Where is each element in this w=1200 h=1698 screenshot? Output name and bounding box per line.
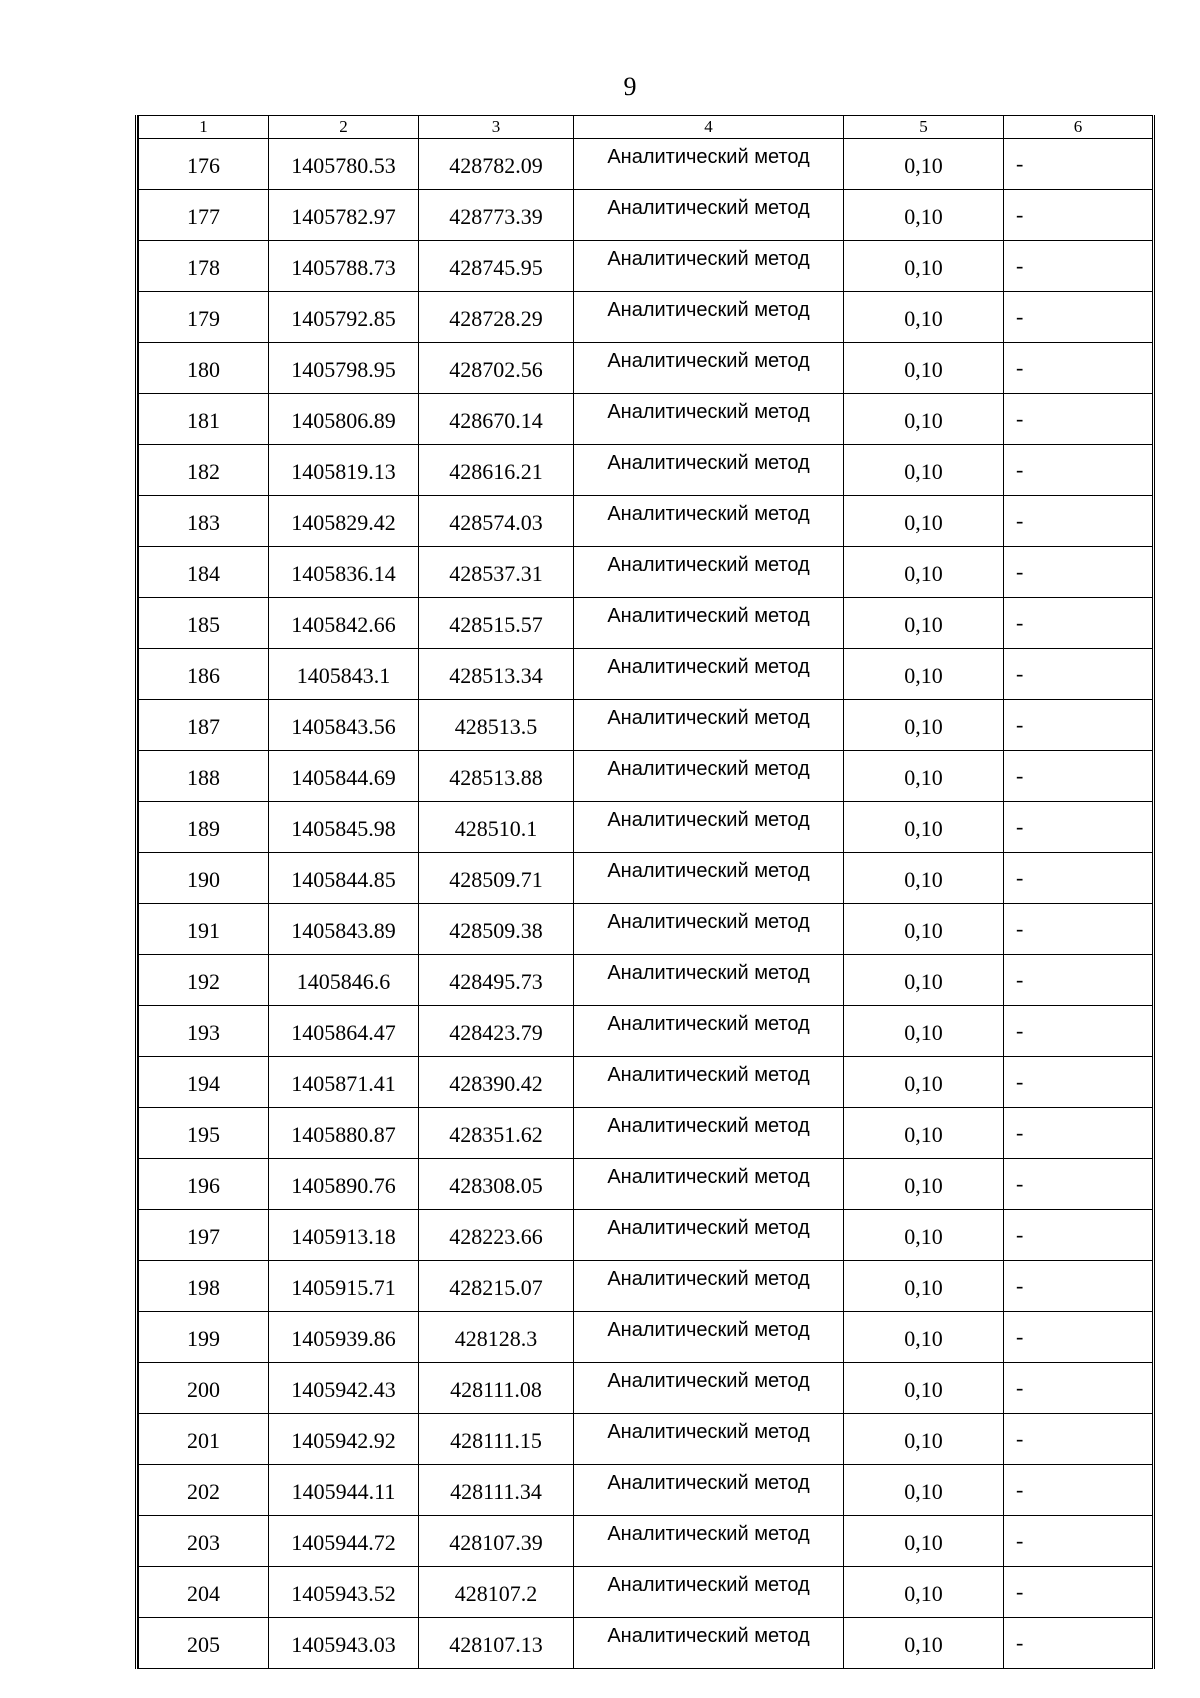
table-row <box>139 802 1153 853</box>
cell-y-coordinate: 428390.42 <box>419 1057 574 1108</box>
cell-point-number: 192 <box>139 955 269 1006</box>
table-row <box>139 1159 1153 1210</box>
table-row <box>139 292 1153 343</box>
cell-note: - <box>1004 700 1153 751</box>
cell-accuracy: 0,10 <box>844 649 1004 700</box>
cell-accuracy: 0,10 <box>844 445 1004 496</box>
table-row <box>139 1108 1153 1159</box>
cell-method: Аналитический метод <box>574 1261 844 1312</box>
cell-y-coordinate: 428574.03 <box>419 496 574 547</box>
cell-note: - <box>1004 649 1153 700</box>
table-row <box>139 1414 1153 1465</box>
cell-point-number: 203 <box>139 1516 269 1567</box>
cell-x-coordinate: 1405871.41 <box>269 1057 419 1108</box>
cell-x-coordinate: 1405944.11 <box>269 1465 419 1516</box>
cell-point-number: 190 <box>139 853 269 904</box>
cell-note: - <box>1004 1006 1153 1057</box>
cell-method: Аналитический метод <box>574 1159 844 1210</box>
table-row <box>139 1363 1153 1414</box>
cell-y-coordinate: 428745.95 <box>419 241 574 292</box>
cell-y-coordinate: 428107.13 <box>419 1618 574 1669</box>
cell-y-coordinate: 428537.31 <box>419 547 574 598</box>
cell-method: Аналитический метод <box>574 700 844 751</box>
cell-x-coordinate: 1405915.71 <box>269 1261 419 1312</box>
cell-x-coordinate: 1405843.89 <box>269 904 419 955</box>
cell-point-number: 201 <box>139 1414 269 1465</box>
cell-x-coordinate: 1405843.56 <box>269 700 419 751</box>
header-row <box>139 116 1153 139</box>
cell-method: Аналитический метод <box>574 1516 844 1567</box>
cell-x-coordinate: 1405944.72 <box>269 1516 419 1567</box>
cell-method: Аналитический метод <box>574 1006 844 1057</box>
cell-point-number: 185 <box>139 598 269 649</box>
cell-accuracy: 0,10 <box>844 547 1004 598</box>
cell-note: - <box>1004 1057 1153 1108</box>
cell-y-coordinate: 428513.34 <box>419 649 574 700</box>
cell-point-number: 193 <box>139 1006 269 1057</box>
cell-accuracy: 0,10 <box>844 1006 1004 1057</box>
table-row <box>139 1618 1153 1669</box>
cell-y-coordinate: 428782.09 <box>419 139 574 190</box>
cell-accuracy: 0,10 <box>844 700 1004 751</box>
table-row <box>139 496 1153 547</box>
cell-note: - <box>1004 343 1153 394</box>
cell-accuracy: 0,10 <box>844 1363 1004 1414</box>
cell-accuracy: 0,10 <box>844 802 1004 853</box>
cell-x-coordinate: 1405913.18 <box>269 1210 419 1261</box>
cell-y-coordinate: 428111.34 <box>419 1465 574 1516</box>
cell-method: Аналитический метод <box>574 802 844 853</box>
cell-method: Аналитический метод <box>574 547 844 598</box>
cell-method: Аналитический метод <box>574 1312 844 1363</box>
cell-method: Аналитический метод <box>574 190 844 241</box>
cell-x-coordinate: 1405942.92 <box>269 1414 419 1465</box>
cell-accuracy: 0,10 <box>844 1057 1004 1108</box>
cell-method: Аналитический метод <box>574 1567 844 1618</box>
cell-note: - <box>1004 1261 1153 1312</box>
cell-x-coordinate: 1405890.76 <box>269 1159 419 1210</box>
cell-y-coordinate: 428111.15 <box>419 1414 574 1465</box>
cell-point-number: 178 <box>139 241 269 292</box>
cell-x-coordinate: 1405846.6 <box>269 955 419 1006</box>
cell-x-coordinate: 1405842.66 <box>269 598 419 649</box>
cell-note: - <box>1004 547 1153 598</box>
cell-accuracy: 0,10 <box>844 1261 1004 1312</box>
cell-y-coordinate: 428223.66 <box>419 1210 574 1261</box>
cell-note: - <box>1004 955 1153 1006</box>
cell-note: - <box>1004 1108 1153 1159</box>
header-cell-1: 1 <box>139 116 269 139</box>
cell-note: - <box>1004 190 1153 241</box>
cell-x-coordinate: 1405829.42 <box>269 496 419 547</box>
table-row <box>139 649 1153 700</box>
cell-note: - <box>1004 751 1153 802</box>
cell-x-coordinate: 1405942.43 <box>269 1363 419 1414</box>
cell-method: Аналитический метод <box>574 1363 844 1414</box>
cell-point-number: 184 <box>139 547 269 598</box>
cell-note: - <box>1004 1567 1153 1618</box>
cell-method: Аналитический метод <box>574 955 844 1006</box>
table-row <box>139 1006 1153 1057</box>
cell-accuracy: 0,10 <box>844 394 1004 445</box>
cell-method: Аналитический метод <box>574 343 844 394</box>
cell-method: Аналитический метод <box>574 445 844 496</box>
cell-note: - <box>1004 598 1153 649</box>
cell-method: Аналитический метод <box>574 1210 844 1261</box>
cell-method: Аналитический метод <box>574 853 844 904</box>
cell-note: - <box>1004 292 1153 343</box>
cell-note: - <box>1004 1516 1153 1567</box>
header-cell-3: 3 <box>419 116 574 139</box>
cell-x-coordinate: 1405844.85 <box>269 853 419 904</box>
cell-accuracy: 0,10 <box>844 1618 1004 1669</box>
table-body <box>139 139 1153 1669</box>
cell-note: - <box>1004 904 1153 955</box>
cell-point-number: 196 <box>139 1159 269 1210</box>
cell-y-coordinate: 428495.73 <box>419 955 574 1006</box>
table-row <box>139 853 1153 904</box>
cell-x-coordinate: 1405880.87 <box>269 1108 419 1159</box>
cell-accuracy: 0,10 <box>844 955 1004 1006</box>
cell-method: Аналитический метод <box>574 394 844 445</box>
cell-x-coordinate: 1405782.97 <box>269 190 419 241</box>
cell-x-coordinate: 1405939.86 <box>269 1312 419 1363</box>
coordinates-table <box>138 115 1153 1669</box>
cell-y-coordinate: 428515.57 <box>419 598 574 649</box>
cell-accuracy: 0,10 <box>844 190 1004 241</box>
cell-method: Аналитический метод <box>574 751 844 802</box>
cell-y-coordinate: 428670.14 <box>419 394 574 445</box>
cell-accuracy: 0,10 <box>844 751 1004 802</box>
cell-method: Аналитический метод <box>574 496 844 547</box>
cell-note: - <box>1004 1363 1153 1414</box>
cell-point-number: 197 <box>139 1210 269 1261</box>
cell-x-coordinate: 1405780.53 <box>269 139 419 190</box>
cell-accuracy: 0,10 <box>844 1465 1004 1516</box>
cell-x-coordinate: 1405788.73 <box>269 241 419 292</box>
cell-accuracy: 0,10 <box>844 241 1004 292</box>
header-cell-5: 5 <box>844 116 1004 139</box>
cell-accuracy: 0,10 <box>844 853 1004 904</box>
cell-method: Аналитический метод <box>574 1414 844 1465</box>
cell-y-coordinate: 428107.2 <box>419 1567 574 1618</box>
header-cell-6: 6 <box>1004 116 1153 139</box>
cell-method: Аналитический метод <box>574 598 844 649</box>
cell-method: Аналитический метод <box>574 241 844 292</box>
cell-y-coordinate: 428509.38 <box>419 904 574 955</box>
cell-point-number: 181 <box>139 394 269 445</box>
cell-method: Аналитический метод <box>574 904 844 955</box>
cell-point-number: 205 <box>139 1618 269 1669</box>
cell-note: - <box>1004 496 1153 547</box>
cell-accuracy: 0,10 <box>844 496 1004 547</box>
cell-y-coordinate: 428111.08 <box>419 1363 574 1414</box>
cell-note: - <box>1004 394 1153 445</box>
cell-note: - <box>1004 1618 1153 1669</box>
cell-x-coordinate: 1405943.03 <box>269 1618 419 1669</box>
cell-accuracy: 0,10 <box>844 598 1004 649</box>
cell-accuracy: 0,10 <box>844 1210 1004 1261</box>
cell-x-coordinate: 1405792.85 <box>269 292 419 343</box>
cell-x-coordinate: 1405806.89 <box>269 394 419 445</box>
cell-point-number: 176 <box>139 139 269 190</box>
cell-note: - <box>1004 1465 1153 1516</box>
table-row <box>139 904 1153 955</box>
cell-note: - <box>1004 241 1153 292</box>
cell-note: - <box>1004 1210 1153 1261</box>
cell-y-coordinate: 428107.39 <box>419 1516 574 1567</box>
cell-y-coordinate: 428308.05 <box>419 1159 574 1210</box>
cell-point-number: 177 <box>139 190 269 241</box>
cell-y-coordinate: 428351.62 <box>419 1108 574 1159</box>
cell-point-number: 180 <box>139 343 269 394</box>
cell-point-number: 200 <box>139 1363 269 1414</box>
cell-accuracy: 0,10 <box>844 343 1004 394</box>
cell-accuracy: 0,10 <box>844 1414 1004 1465</box>
cell-accuracy: 0,10 <box>844 139 1004 190</box>
table-row <box>139 547 1153 598</box>
cell-point-number: 194 <box>139 1057 269 1108</box>
table-row <box>139 139 1153 190</box>
table-row <box>139 1057 1153 1108</box>
cell-accuracy: 0,10 <box>844 1159 1004 1210</box>
table-row <box>139 1210 1153 1261</box>
cell-accuracy: 0,10 <box>844 1108 1004 1159</box>
cell-y-coordinate: 428513.5 <box>419 700 574 751</box>
cell-method: Аналитический метод <box>574 1057 844 1108</box>
cell-x-coordinate: 1405798.95 <box>269 343 419 394</box>
header-cell-2: 2 <box>269 116 419 139</box>
cell-accuracy: 0,10 <box>844 904 1004 955</box>
table-row <box>139 700 1153 751</box>
cell-x-coordinate: 1405844.69 <box>269 751 419 802</box>
cell-point-number: 198 <box>139 1261 269 1312</box>
cell-y-coordinate: 428510.1 <box>419 802 574 853</box>
table-row <box>139 394 1153 445</box>
cell-point-number: 191 <box>139 904 269 955</box>
cell-accuracy: 0,10 <box>844 292 1004 343</box>
cell-note: - <box>1004 1159 1153 1210</box>
cell-y-coordinate: 428509.71 <box>419 853 574 904</box>
cell-note: - <box>1004 139 1153 190</box>
cell-note: - <box>1004 853 1153 904</box>
cell-method: Аналитический метод <box>574 139 844 190</box>
cell-point-number: 187 <box>139 700 269 751</box>
cell-x-coordinate: 1405845.98 <box>269 802 419 853</box>
cell-method: Аналитический метод <box>574 649 844 700</box>
table-row <box>139 955 1153 1006</box>
table-row <box>139 190 1153 241</box>
cell-note: - <box>1004 1312 1153 1363</box>
cell-point-number: 202 <box>139 1465 269 1516</box>
cell-point-number: 188 <box>139 751 269 802</box>
cell-method: Аналитический метод <box>574 1618 844 1669</box>
cell-y-coordinate: 428215.07 <box>419 1261 574 1312</box>
cell-point-number: 183 <box>139 496 269 547</box>
cell-note: - <box>1004 802 1153 853</box>
table-row <box>139 1261 1153 1312</box>
table-row <box>139 1465 1153 1516</box>
table-row <box>139 343 1153 394</box>
cell-x-coordinate: 1405864.47 <box>269 1006 419 1057</box>
cell-point-number: 186 <box>139 649 269 700</box>
cell-x-coordinate: 1405819.13 <box>269 445 419 496</box>
cell-method: Аналитический метод <box>574 1108 844 1159</box>
cell-note: - <box>1004 445 1153 496</box>
cell-y-coordinate: 428728.29 <box>419 292 574 343</box>
cell-point-number: 179 <box>139 292 269 343</box>
table-row <box>139 241 1153 292</box>
cell-accuracy: 0,10 <box>844 1516 1004 1567</box>
table-row <box>139 1312 1153 1363</box>
cell-point-number: 204 <box>139 1567 269 1618</box>
header-cell-4: 4 <box>574 116 844 139</box>
cell-y-coordinate: 428773.39 <box>419 190 574 241</box>
cell-note: - <box>1004 1414 1153 1465</box>
cell-point-number: 195 <box>139 1108 269 1159</box>
table-row <box>139 445 1153 496</box>
cell-x-coordinate: 1405836.14 <box>269 547 419 598</box>
cell-y-coordinate: 428513.88 <box>419 751 574 802</box>
cell-point-number: 199 <box>139 1312 269 1363</box>
page-number: 9 <box>623 72 637 101</box>
cell-accuracy: 0,10 <box>844 1567 1004 1618</box>
cell-accuracy: 0,10 <box>844 1312 1004 1363</box>
cell-point-number: 189 <box>139 802 269 853</box>
cell-method: Аналитический метод <box>574 1465 844 1516</box>
table-row <box>139 598 1153 649</box>
cell-y-coordinate: 428616.21 <box>419 445 574 496</box>
cell-x-coordinate: 1405943.52 <box>269 1567 419 1618</box>
cell-x-coordinate: 1405843.1 <box>269 649 419 700</box>
cell-method: Аналитический метод <box>574 292 844 343</box>
cell-y-coordinate: 428702.56 <box>419 343 574 394</box>
table-row <box>139 1516 1153 1567</box>
cell-y-coordinate: 428423.79 <box>419 1006 574 1057</box>
cell-y-coordinate: 428128.3 <box>419 1312 574 1363</box>
table-row <box>139 751 1153 802</box>
table-row <box>139 1567 1153 1618</box>
coordinates-table-wrapper <box>135 115 1155 1669</box>
cell-point-number: 182 <box>139 445 269 496</box>
